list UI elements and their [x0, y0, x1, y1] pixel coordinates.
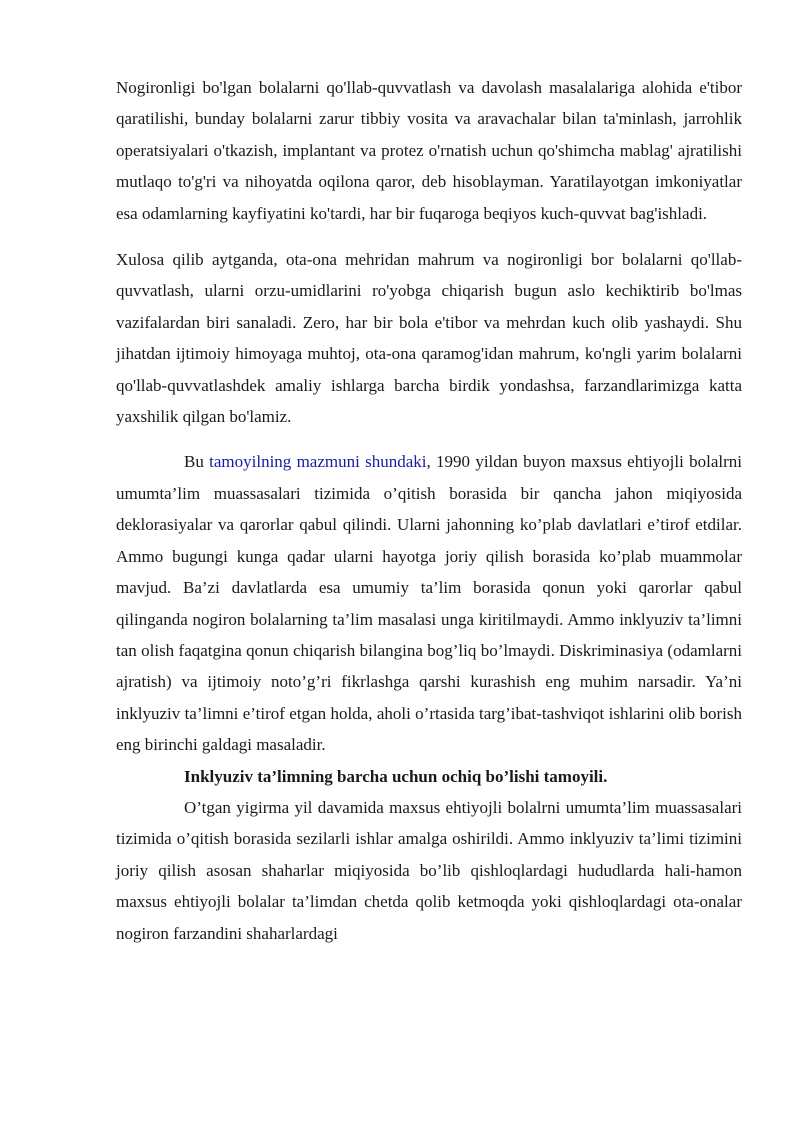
document-page [116, 72, 742, 949]
paragraph-3-start: Bu [184, 452, 210, 472]
paragraph-3-link[interactable]: tamoyilning mazmuni shundaki [209, 452, 427, 472]
paragraph-4: O’tgan yigirma yil davamida maxsus ehtiyojli bolalrni umumta’lim muassasalari tizimida o’qitish borasida sezilarli ishlar amalga oshirildi. Ammo inklyuziv ta’limi tizimini joriy qilish asosan shaharlar miqiyosida bo’lib qishloqlardagi hududlarda hali-hamon maxsus ehtiyojli bolalar ta’limdan chetda qolib ketmoqda yoki qishloqlardagi ota-onalar nogiron farzandini shaharlardagi [116, 797, 742, 943]
paragraph-3-rest: , 1990 yildan buyon maxsus ehtiyojli bolalrni umumta’lim muassasalari tizimida o’qitish borasida bir qancha jahon miqiyosida deklorasiyalar va qarorlar qabul qilindi. Ularni jahonning ko’plab davlatlari e’tirof etdilar. Ammo bugungi kunga qadar ularni hayotga joriy qilish borasida ko’plab muammolar mavjud. Ba’zi davlatlarda esa umumiy ta’lim borasida qonun yoki qarorlar qabul qilinganda nogiron bolalarning ta’lim masalasi unga kiritilmaydi. Ammo inklyuziv ta’limni tan olish faqatgina qonun chiqarish bilangina bog’liq bo’lmaydi. Diskriminasiya (odamlarni ajratish) va ijtimoiy noto’g’ri fikrlashga qarshi kurashish eng muhim narsadir. Ya’ni inklyuziv ta’limni e’tirof etgan holda, aholi o’rtasida targ’ibat-tashviqot ishlarini olib borish eng birinchi galdagi masaladir. [116, 452, 743, 755]
paragraph-1: Nogironligi bo'lgan bolalarni qo'llab-quvvatlash va davolash masalalariga alohida e'tibor qaratilishi, bunday bolalarni zarur tibbiy vosita va aravachalar bilan ta'minlash, jarrohlik operatsiyalari o'tkazish, implantant va protez o'rnatish uchun qo'shimcha mablag' ajratilishi mutlaqo to'g'ri va nihoyatda oqilona qaror, deb hisoblayman. Yaratilayotgan imkoniyatlar esa odamlarning kayfiyatini ko'tardi, har bir fuqaroga beqiyos kuch-quvvat bag'ishladi. [116, 78, 742, 223]
section-heading: Inklyuziv ta’limning barcha uchun ochiq bo’lishi tamoyili. [184, 766, 608, 786]
paragraph-3 [116, 446, 742, 760]
paragraph-2: Xulosa qilib aytganda, ota-ona mehridan mahrum va nogironligi bor bolalarni qo'llab-quvvatlash, ularni orzu-umidlarini ro'yobga chiqarish bugun aslo kechiktirib bo'lmas vazifalardan biri sanaladi. Zero, har bir bola e'tibor va mehrdan kuch olib yashaydi. Shu jihatdan ijtimoiy himoyaga muhtoj, ota-ona qaramog'idan mahrum, ko'ngli yarim bolalarni qo'llab-quvvatlashdek amaliy ishlarga barcha birdik yondashsa, farzandlarimizga katta yaxshilik qilgan bo'lamiz. [116, 250, 742, 427]
